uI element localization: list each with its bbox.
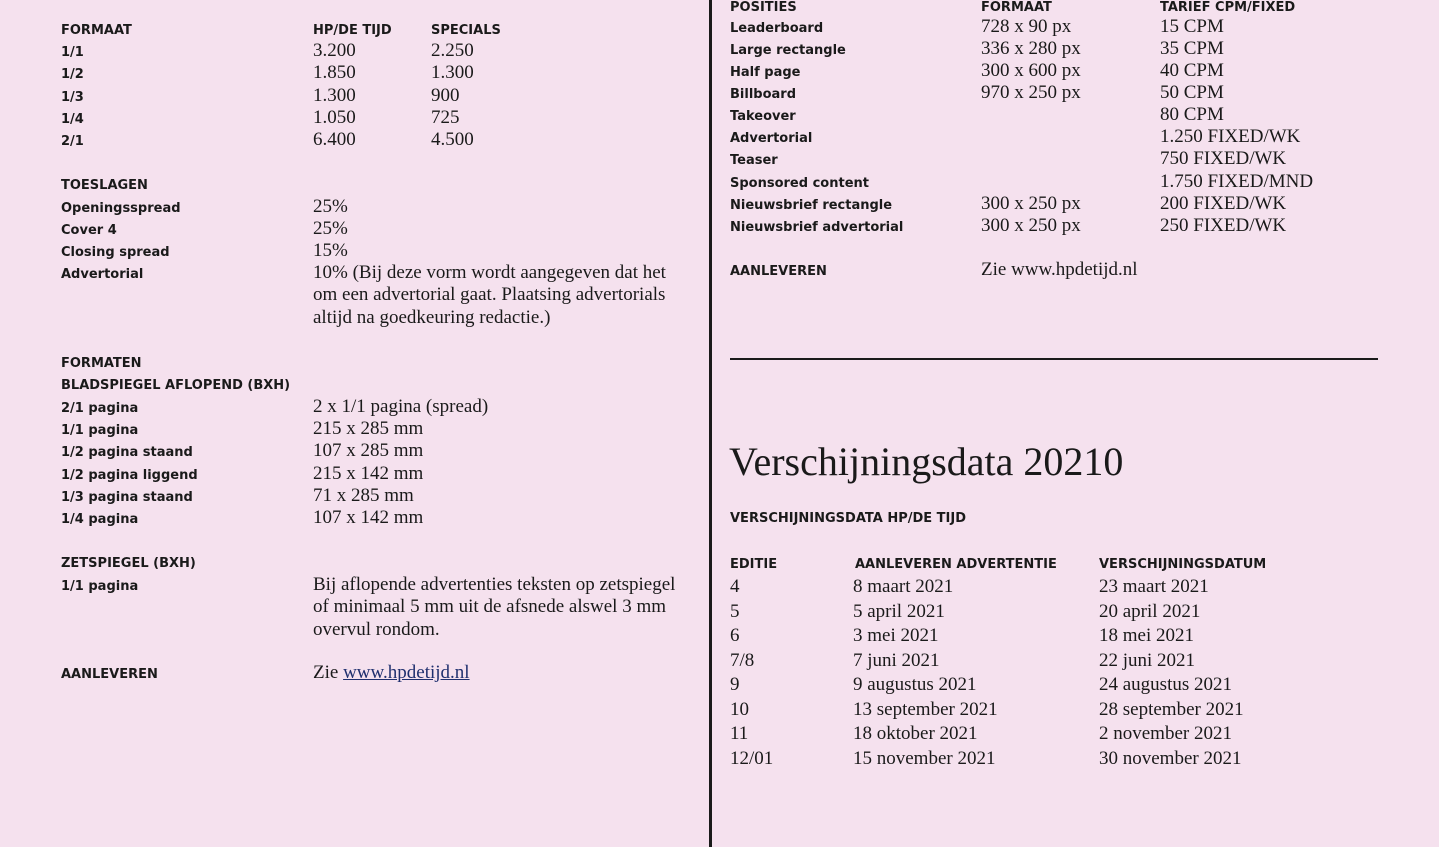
position-format: 970 x 250 px bbox=[981, 82, 1081, 103]
delivery-row bbox=[0, 662, 710, 684]
header-date: VERSCHIJNINGSDATUM bbox=[1099, 557, 1267, 572]
hp-price: 1.300 bbox=[313, 85, 356, 106]
position-label: Large rectangle bbox=[730, 43, 846, 58]
surcharge-label: Openingsspread bbox=[61, 201, 181, 216]
specials-price: 900 bbox=[431, 85, 460, 106]
position-label: Takeover bbox=[730, 109, 796, 124]
header-hp: HP/DE TIJD bbox=[313, 23, 392, 38]
position-rate: 50 CPM bbox=[1160, 82, 1224, 103]
table-row bbox=[0, 485, 710, 507]
position-label: Sponsored content bbox=[730, 176, 869, 191]
edition-number: 6 bbox=[730, 625, 740, 646]
type-area-label: 1/1 pagina bbox=[61, 579, 139, 594]
position-rate: 250 FIXED/WK bbox=[1160, 215, 1287, 236]
table-row bbox=[730, 748, 1430, 770]
format-size: 215 x 285 mm bbox=[313, 418, 424, 439]
publication-date: 22 juni 2021 bbox=[1099, 650, 1196, 671]
position-label: Half page bbox=[730, 65, 801, 80]
format-label: 1/3 bbox=[61, 90, 84, 105]
format-size: 71 x 285 mm bbox=[313, 485, 414, 506]
format-size: 2 x 1/1 pagina (spread) bbox=[313, 396, 489, 417]
position-label: Nieuwsbrief rectangle bbox=[730, 198, 893, 213]
deadline-date: 8 maart 2021 bbox=[853, 576, 954, 597]
deadline-date: 7 juni 2021 bbox=[853, 650, 940, 671]
publication-date: 2 november 2021 bbox=[1099, 723, 1232, 744]
formats-heading: FORMATEN bbox=[61, 356, 142, 371]
formats-subheading: BLADSPIEGEL AFLOPEND (BXH) bbox=[61, 378, 291, 393]
position-rate: 15 CPM bbox=[1160, 16, 1224, 37]
delivery-value: Zie www.hpdetijd.nl bbox=[981, 259, 1138, 280]
header-edition: EDITIE bbox=[730, 557, 778, 572]
table-row bbox=[730, 625, 1430, 647]
format-label: 1/2 bbox=[61, 67, 84, 82]
position-label: Billboard bbox=[730, 87, 797, 102]
position-format: 300 x 600 px bbox=[981, 60, 1081, 81]
table-row bbox=[730, 650, 1430, 672]
table-row bbox=[0, 440, 710, 462]
table-header bbox=[0, 18, 710, 40]
table-row bbox=[730, 674, 1430, 696]
table-row bbox=[730, 576, 1430, 598]
delivery-label: AANLEVEREN bbox=[61, 667, 158, 682]
table-row bbox=[0, 262, 710, 328]
format-label: 1/1 bbox=[61, 45, 84, 60]
edition-number: 5 bbox=[730, 601, 740, 622]
specials-price: 2.250 bbox=[431, 40, 474, 61]
surcharge-value: 25% bbox=[313, 218, 348, 239]
position-label: Teaser bbox=[730, 153, 778, 168]
table-row bbox=[0, 218, 710, 240]
edition-number: 10 bbox=[730, 699, 749, 720]
format-size: 107 x 285 mm bbox=[313, 440, 424, 461]
format-label: 1/4 pagina bbox=[61, 512, 139, 527]
edition-number: 9 bbox=[730, 674, 740, 695]
deadline-date: 9 augustus 2021 bbox=[853, 674, 977, 695]
table-row bbox=[0, 196, 710, 218]
hp-price: 3.200 bbox=[313, 40, 356, 61]
format-label: 1/2 pagina liggend bbox=[61, 468, 198, 483]
schedule-table bbox=[730, 0, 1430, 847]
position-rate: 35 CPM bbox=[1160, 38, 1224, 59]
format-label: 1/3 pagina staand bbox=[61, 490, 193, 505]
edition-number: 12/01 bbox=[730, 748, 774, 769]
specials-price: 4.500 bbox=[431, 129, 474, 150]
position-rate: 1.250 FIXED/WK bbox=[1160, 126, 1301, 147]
table-row bbox=[0, 85, 710, 107]
website-link[interactable]: www.hpdetijd.nl bbox=[343, 662, 470, 683]
position-format: 300 x 250 px bbox=[981, 215, 1081, 236]
hp-price: 1.050 bbox=[313, 107, 356, 128]
table-row bbox=[0, 240, 710, 262]
position-rate: 750 FIXED/WK bbox=[1160, 148, 1287, 169]
deadline-date: 15 november 2021 bbox=[853, 748, 996, 769]
position-rate: 40 CPM bbox=[1160, 60, 1224, 81]
publication-date: 18 mei 2021 bbox=[1099, 625, 1194, 646]
specials-price: 725 bbox=[431, 107, 460, 128]
header-format: FORMAAT bbox=[981, 0, 1052, 15]
surcharge-value: 15% bbox=[313, 240, 348, 261]
format-size: 107 x 142 mm bbox=[313, 507, 424, 528]
format-label: 1/2 pagina staand bbox=[61, 445, 193, 460]
publication-date: 30 november 2021 bbox=[1099, 748, 1242, 769]
publication-date: 23 maart 2021 bbox=[1099, 576, 1209, 597]
position-format: 300 x 250 px bbox=[981, 193, 1081, 214]
header-position: POSITIES bbox=[730, 0, 797, 15]
type-area-value: Bij aflopende advertenties teksten op zetspiegel of minimaal 5 mm uit de afsnede alswel 3 mm overvul rondom. bbox=[313, 574, 676, 640]
position-format: 728 x 90 px bbox=[981, 16, 1072, 37]
position-rate: 1.750 FIXED/MND bbox=[1160, 171, 1314, 192]
edition-number: 11 bbox=[730, 723, 749, 744]
edition-number: 7/8 bbox=[730, 650, 755, 671]
schedule-title: Verschijningsdata 20210 bbox=[729, 439, 1124, 484]
type-area-heading: ZETSPIEGEL (BXH) bbox=[61, 556, 196, 571]
position-format: 336 x 280 px bbox=[981, 38, 1081, 59]
deadline-date: 3 mei 2021 bbox=[853, 625, 939, 646]
table-row bbox=[0, 463, 710, 485]
position-label: Nieuwsbrief advertorial bbox=[730, 220, 904, 235]
table-row bbox=[0, 107, 710, 129]
surcharge-value: 25% bbox=[313, 196, 348, 217]
publication-date: 24 augustus 2021 bbox=[1099, 674, 1232, 695]
edition-number: 4 bbox=[730, 576, 740, 597]
delivery-prefix: Zie bbox=[313, 662, 339, 683]
delivery-label: AANLEVEREN bbox=[730, 264, 827, 279]
surcharge-label: Cover 4 bbox=[61, 223, 117, 238]
surcharges-heading: TOESLAGEN bbox=[61, 178, 148, 193]
header-rate: TARIEF CPM/FIXED bbox=[1160, 0, 1296, 15]
table-row bbox=[0, 507, 710, 529]
surcharge-label: Closing spread bbox=[61, 245, 170, 260]
table-row bbox=[0, 40, 710, 62]
position-label: Leaderboard bbox=[730, 21, 824, 36]
position-rate: 80 CPM bbox=[1160, 104, 1224, 125]
format-label: 2/1 bbox=[61, 134, 84, 149]
publication-date: 20 april 2021 bbox=[1099, 601, 1201, 622]
table-row bbox=[0, 396, 710, 418]
table-row bbox=[730, 699, 1430, 721]
table-row bbox=[730, 723, 1430, 745]
format-size: 215 x 142 mm bbox=[313, 463, 424, 484]
deadline-date: 13 september 2021 bbox=[853, 699, 998, 720]
table-row bbox=[0, 574, 710, 640]
table-header bbox=[730, 552, 1430, 574]
surcharge-value: 10% (Bij deze vorm wordt aangegeven dat het om een advertorial gaat. Plaatsing advertorials altijd na goedkeuring redactie.) bbox=[313, 262, 666, 328]
format-label: 2/1 pagina bbox=[61, 401, 139, 416]
delivery-value bbox=[313, 662, 470, 684]
format-label: 1/4 bbox=[61, 112, 84, 127]
table-row bbox=[0, 62, 710, 84]
hp-price: 6.400 bbox=[313, 129, 356, 150]
specials-price: 1.300 bbox=[431, 62, 474, 83]
header-deadline: AANLEVEREN ADVERTENTIE bbox=[855, 557, 1057, 572]
header-format: FORMAAT bbox=[61, 23, 132, 38]
format-label: 1/1 pagina bbox=[61, 423, 139, 438]
publication-date: 28 september 2021 bbox=[1099, 699, 1244, 720]
deadline-date: 18 oktober 2021 bbox=[853, 723, 978, 744]
position-label: Advertorial bbox=[730, 131, 813, 146]
table-row bbox=[0, 418, 710, 440]
header-specials: SPECIALS bbox=[431, 23, 501, 38]
table-row bbox=[730, 601, 1430, 623]
surcharge-label: Advertorial bbox=[61, 267, 144, 282]
table-row bbox=[0, 129, 710, 151]
position-rate: 200 FIXED/WK bbox=[1160, 193, 1287, 214]
deadline-date: 5 april 2021 bbox=[853, 601, 945, 622]
left-column bbox=[0, 0, 710, 847]
hp-price: 1.850 bbox=[313, 62, 356, 83]
schedule-subheading: VERSCHIJNINGSDATA HP/DE TIJD bbox=[730, 511, 967, 526]
